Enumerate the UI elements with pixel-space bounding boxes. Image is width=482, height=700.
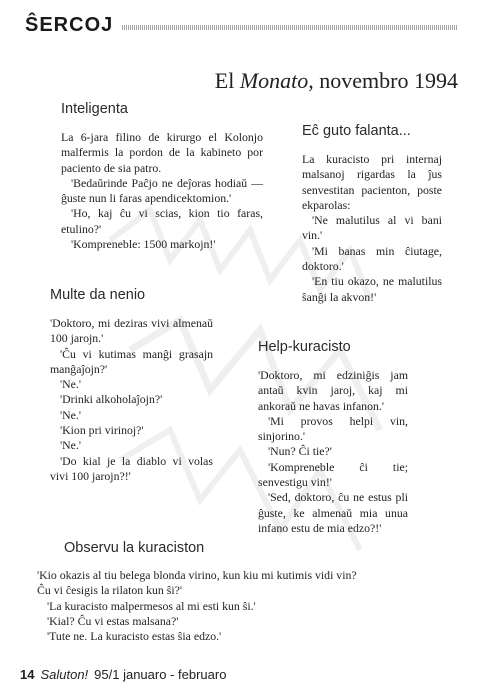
section-title: ŜERCOJ	[25, 14, 114, 36]
paragraph: 'La kuracisto malpermesos al mi esti kun ŝi.'	[47, 598, 256, 613]
paragraph: 'Do kial je la diablo vi volas vivi 100 jarojn?!'	[50, 453, 213, 483]
article-title-inteligenta: Inteligenta	[61, 101, 128, 117]
paragraph: 'Nun? Ĉi tie?'	[268, 444, 332, 459]
paragraph: 'Tute ne. La kuracisto estas ŝia edzo.'	[47, 629, 222, 644]
paragraph: 'Drinki alkoholaĵojn?'	[60, 392, 163, 407]
paragraph: 'Doktoro, mi deziras vivi almenaŭ 100 jarojn.'	[50, 316, 213, 346]
paragraph: 'Ne.'	[60, 377, 81, 392]
article-title-observu: Observu la kuraciston	[64, 540, 205, 556]
page-number: 14	[20, 667, 35, 682]
magazine-name: Saluton!	[40, 667, 89, 682]
paragraph: 'Ne.'	[60, 407, 81, 422]
article-body-multe	[50, 316, 213, 484]
source-magazine: Monato	[239, 68, 309, 93]
paragraph: 'Ne malutilus al vi bani vin.'	[302, 213, 442, 243]
paragraph: 'Bedaŭrinde Paĉjo ne deĵoras hodiaŭ — ĝuste nun li faras apendicektomion.'	[61, 175, 263, 206]
paragraph: La kuracisto pri internaj malsanoj rigardas la ĵus senvestitan pacienton, poste ekparolas:	[302, 152, 442, 212]
article-body-help-kuracisto	[258, 368, 408, 536]
paragraph: 'Kompreneble: 1500 markojn!'	[71, 237, 216, 252]
paragraph: 'Sed, doktoro, ĉu ne estus pli ĝuste, ke almenaŭ mia unua infano estu de mia edzo?!'	[258, 490, 408, 535]
article-body-observu	[37, 568, 447, 644]
paragraph: Ĉu vi ĉesigis la rilaton kun ŝi?'	[37, 583, 182, 598]
paragraph: 'Kompreneble ĉi tie; senvestigu vin!'	[258, 459, 408, 490]
header-rule	[122, 25, 458, 30]
paragraph: 'Ĉu vi kutimas manĝi grasajn manĝaĵojn?'	[50, 346, 213, 376]
source-prefix: El	[214, 68, 240, 93]
article-title-multe: Multe da nenio	[50, 287, 146, 303]
paragraph: 'En tiu okazo, ne malutilus ŝanĝi la akvon!'	[302, 274, 442, 304]
paragraph: La 6-jara filino de kirurgo el Kolonjo malfermis la pordon de la kabineto por paciento de sia patro.	[61, 130, 263, 175]
paragraph: 'Mi provos helpi vin, sinjorino.'	[258, 413, 408, 444]
paragraph: 'Kion pri virinoj?'	[60, 423, 144, 438]
paragraph: 'Kial? Ĉu vi estas malsana?'	[47, 613, 179, 628]
article-body-ec-guto	[302, 152, 442, 305]
article-title-help-kuracisto: Help-kuracisto	[258, 339, 351, 355]
article-body-inteligenta	[61, 130, 263, 252]
paragraph: 'Doktoro, mi edziniĝis jam antaŭ kvin jaroj, kaj mi ankoraŭ ne havas infanon.'	[258, 368, 408, 413]
paragraph: 'Kio okazis al tiu belega blonda virino, kun kiu mi kutimis vidi vin?	[37, 568, 357, 582]
paragraph: 'Mi banas min ĉiutage, doktoro.'	[302, 243, 442, 274]
page-footer	[20, 667, 226, 682]
paragraph: 'Ne.'	[60, 438, 81, 453]
issue-info: 95/1 januaro - februaro	[94, 667, 227, 682]
article-title-ec-guto: Eĉ guto falanta...	[302, 123, 411, 139]
source-line	[215, 68, 458, 94]
source-date: , novembro 1994	[308, 68, 458, 93]
paragraph: 'Ho, kaj ĉu vi scias, kion tio faras, etulino?'	[61, 206, 263, 236]
